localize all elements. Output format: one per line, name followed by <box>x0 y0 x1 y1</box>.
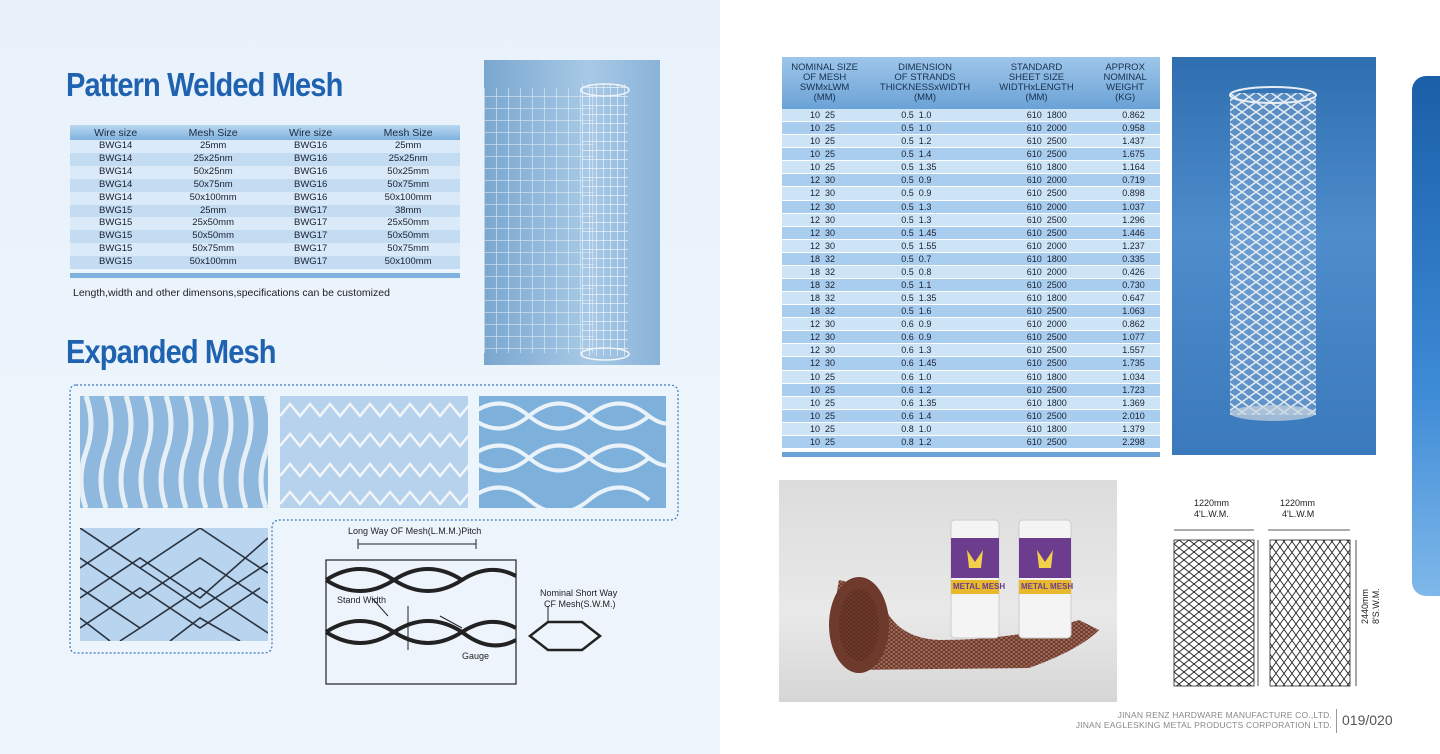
table-cell: 0.6 1.0 <box>867 370 982 383</box>
table-row <box>782 370 1160 383</box>
table-cell: 0.6 1.2 <box>867 383 982 396</box>
table-cell: 610 2500 <box>983 344 1091 357</box>
table-cell: BWG16 <box>265 166 356 179</box>
table-cell: 610 2000 <box>983 174 1091 187</box>
table-cell: BWG14 <box>70 179 161 192</box>
table-cell: 18 32 <box>782 252 867 265</box>
table-cell: 610 2500 <box>983 148 1091 161</box>
header-line: STANDARD <box>1010 62 1063 73</box>
table-cell: 610 1800 <box>983 370 1091 383</box>
table-cell: 0.8 1.2 <box>867 435 982 448</box>
table-cell: 10 25 <box>782 122 867 135</box>
table-cell: 0.6 1.45 <box>867 357 982 370</box>
table-cell: 0.5 0.8 <box>867 265 982 278</box>
table-cell: 10 25 <box>782 435 867 448</box>
sheet-width-2: 1220mm <box>1280 498 1316 508</box>
header-line: OF MESH <box>803 72 847 83</box>
table-cell: 1.037 <box>1090 200 1160 213</box>
table-cell: 12 30 <box>782 318 867 331</box>
table-cell: 10 25 <box>782 135 867 148</box>
table-cell: 610 1800 <box>983 161 1091 174</box>
column-header <box>1090 57 1160 109</box>
table-cell: 50x75nm <box>161 179 265 192</box>
sheet-height-b: 8'S.W.M. <box>1371 588 1381 624</box>
table-cell: BWG17 <box>265 205 356 218</box>
table-cell: 12 30 <box>782 226 867 239</box>
table-cell: 0.5 1.1 <box>867 279 982 292</box>
header-line: NOMINAL <box>1103 72 1147 83</box>
table-cell: 25mm <box>161 140 265 153</box>
table-row <box>782 279 1160 292</box>
table-cell: 0.5 1.3 <box>867 200 982 213</box>
expanded-mesh-title: Expanded Mesh <box>66 333 276 370</box>
table-cell: 0.5 1.0 <box>867 122 982 135</box>
table-cell: 50x100mm <box>161 192 265 205</box>
table-cell: 10 25 <box>782 383 867 396</box>
table-row <box>782 331 1160 344</box>
expanded-mesh-photo-2 <box>280 396 468 508</box>
table-cell: 12 30 <box>782 239 867 252</box>
expanded-mesh-cylinder-image <box>1172 57 1376 455</box>
table-cell: 0.5 1.6 <box>867 305 982 318</box>
table-row <box>782 265 1160 278</box>
mesh-roll-product-image <box>779 480 1117 702</box>
table-cell: 0.5 1.3 <box>867 213 982 226</box>
table-cell: 610 1800 <box>983 109 1091 122</box>
table-cell: 0.5 0.7 <box>867 252 982 265</box>
column-header <box>782 57 867 109</box>
stand-width-label: Stand Width <box>337 595 387 605</box>
table-cell: 1.437 <box>1090 135 1160 148</box>
table-row <box>782 292 1160 305</box>
table-cell: BWG15 <box>70 230 161 243</box>
table-cell: 50x75mm <box>161 243 265 256</box>
table-cell: 25x50mm <box>356 217 460 230</box>
short-way-label-2: CF Mesh(S.W.M.) <box>544 599 616 609</box>
header-line: SWMxLWM <box>799 82 850 93</box>
table-cell: 0.862 <box>1090 109 1160 122</box>
table-cell: 18 32 <box>782 265 867 278</box>
table-cell: 2.298 <box>1090 435 1160 448</box>
table-cell: 0.958 <box>1090 122 1160 135</box>
table-cell: 10 25 <box>782 161 867 174</box>
table-cell: 50x25nm <box>161 166 265 179</box>
table-cell: BWG17 <box>265 217 356 230</box>
table-cell: 18 32 <box>782 305 867 318</box>
table-cell: 12 30 <box>782 200 867 213</box>
table-cell: 1.379 <box>1090 422 1160 435</box>
table-row <box>782 187 1160 200</box>
table-row <box>782 344 1160 357</box>
table-header-row <box>782 57 1160 109</box>
table-cell: 50x100mm <box>356 192 460 205</box>
table-cell: 50x75mm <box>356 179 460 192</box>
table-row <box>782 148 1160 161</box>
table-cell: 0.862 <box>1090 318 1160 331</box>
table-footer-bar <box>782 452 1160 457</box>
header-line: APPROX <box>1105 62 1145 73</box>
table-cell: 1.164 <box>1090 161 1160 174</box>
table-row <box>782 174 1160 187</box>
footer-divider <box>1336 709 1337 733</box>
header-line: SHEET SIZE <box>1008 72 1065 83</box>
table-cell: 18 32 <box>782 279 867 292</box>
table-cell: 1.237 <box>1090 239 1160 252</box>
table-cell: 1.063 <box>1090 305 1160 318</box>
table-cell: 25x25nm <box>356 153 460 166</box>
table-cell: 610 2500 <box>983 135 1091 148</box>
header-line: (KG) <box>1115 92 1136 103</box>
table-cell: 50x25mm <box>356 166 460 179</box>
table-cell: 0.5 1.55 <box>867 239 982 252</box>
table-cell: 0.6 1.3 <box>867 344 982 357</box>
table-cell: 38mm <box>356 205 460 218</box>
table-cell: 0.5 1.4 <box>867 148 982 161</box>
table-cell: 12 30 <box>782 187 867 200</box>
gauge-label: Gauge <box>462 651 490 661</box>
table-cell: BWG16 <box>265 153 356 166</box>
column-header <box>983 57 1091 109</box>
table-cell: BWG16 <box>265 179 356 192</box>
table-cell: 1.735 <box>1090 357 1160 370</box>
table-cell: BWG14 <box>70 140 161 153</box>
table-cell: 10 25 <box>782 422 867 435</box>
table-cell: BWG14 <box>70 166 161 179</box>
table-cell: 25mm <box>161 205 265 218</box>
table-cell: 10 25 <box>782 109 867 122</box>
table-cell: 1.077 <box>1090 331 1160 344</box>
table-cell: 610 1800 <box>983 292 1091 305</box>
table-cell: 610 2500 <box>983 213 1091 226</box>
table-cell: 610 2500 <box>983 226 1091 239</box>
company-name-1: JINAN RENZ HARDWARE MANUFACTURE CO.,LTD. <box>1117 710 1332 720</box>
expanded-mesh-photo-1 <box>80 396 268 508</box>
table-row <box>782 318 1160 331</box>
table-cell: 12 30 <box>782 344 867 357</box>
table-cell: 1.723 <box>1090 383 1160 396</box>
sheet-size-diagram <box>1164 492 1400 692</box>
sheet-width-1: 1220mm <box>1194 498 1230 508</box>
side-tab <box>1412 76 1440 596</box>
table-cell: 610 2000 <box>983 265 1091 278</box>
table-cell: 10 25 <box>782 148 867 161</box>
table-row <box>782 213 1160 226</box>
table-cell: BWG16 <box>265 140 356 153</box>
table-cell: 610 2000 <box>983 200 1091 213</box>
column-header: Wire size <box>265 125 356 140</box>
table-cell: BWG16 <box>265 192 356 205</box>
footer-company <box>1076 711 1332 730</box>
table-cell: 10 25 <box>782 370 867 383</box>
table-row <box>782 409 1160 422</box>
sheet-width-2b: 4'L.W.M <box>1282 509 1315 519</box>
table-cell: 12 30 <box>782 213 867 226</box>
table-cell: 610 2500 <box>983 383 1091 396</box>
header-line: DIMENSION <box>898 62 952 73</box>
table-cell: 610 1800 <box>983 422 1091 435</box>
table-cell: 0.335 <box>1090 252 1160 265</box>
can-label-2: METAL MESH <box>1021 582 1074 591</box>
table-row <box>782 252 1160 265</box>
table-cell: BWG15 <box>70 205 161 218</box>
table-cell: 0.5 1.35 <box>867 161 982 174</box>
table-cell: 1.446 <box>1090 226 1160 239</box>
table-cell: 0.6 0.9 <box>867 318 982 331</box>
table-cell: 0.5 1.35 <box>867 292 982 305</box>
header-line: THICKNESSxWIDTH <box>879 82 971 93</box>
table-cell: 10 25 <box>782 396 867 409</box>
table-row <box>782 135 1160 148</box>
table-cell: BWG15 <box>70 243 161 256</box>
table-row <box>782 305 1160 318</box>
expanded-spec-table <box>782 57 1160 449</box>
table-cell: 1.675 <box>1090 148 1160 161</box>
table-row <box>782 122 1160 135</box>
table-cell: 610 1800 <box>983 252 1091 265</box>
table-cell: 610 2500 <box>983 279 1091 292</box>
table-cell: BWG17 <box>265 230 356 243</box>
table-cell: BWG15 <box>70 217 161 230</box>
table-cell: 610 2500 <box>983 305 1091 318</box>
table-cell: 50x50mm <box>356 230 460 243</box>
column-header <box>867 57 982 109</box>
header-line: NOMINAL SIZE <box>791 62 858 73</box>
table-cell: 610 2000 <box>983 318 1091 331</box>
table-row <box>782 109 1160 122</box>
table-row <box>782 435 1160 448</box>
table-cell: 1.369 <box>1090 396 1160 409</box>
table-cell: BWG17 <box>265 256 356 269</box>
header-line: WIDTHxLENGTH <box>999 82 1074 93</box>
table-cell: 0.5 1.0 <box>867 109 982 122</box>
table-cell: 12 30 <box>782 357 867 370</box>
column-header: Mesh Size <box>161 125 265 140</box>
table-cell: 610 2500 <box>983 409 1091 422</box>
table-cell: 0.647 <box>1090 292 1160 305</box>
table-cell: 12 30 <box>782 331 867 344</box>
column-header: Mesh Size <box>356 125 460 140</box>
table-cell: 0.5 0.9 <box>867 187 982 200</box>
table-cell: 50x75mm <box>356 243 460 256</box>
table-cell: 0.5 0.9 <box>867 174 982 187</box>
table-cell: 0.6 0.9 <box>867 331 982 344</box>
table-cell: 50x100mm <box>356 256 460 269</box>
table-cell: 0.5 1.45 <box>867 226 982 239</box>
header-line: (MM) <box>913 92 937 103</box>
sheet-height: 2440mm <box>1360 588 1370 624</box>
header-line: WEIGHT <box>1106 82 1145 93</box>
table-cell: 610 1800 <box>983 396 1091 409</box>
table-cell: 2.010 <box>1090 409 1160 422</box>
table-row <box>782 161 1160 174</box>
customization-note: Length,width and other dimensons,specifications can be customized <box>73 287 390 299</box>
table-cell: 12 30 <box>782 174 867 187</box>
table-cell: 1.034 <box>1090 370 1160 383</box>
table-cell: 0.719 <box>1090 174 1160 187</box>
header-line: (MM) <box>813 92 836 103</box>
table-cell: 0.6 1.4 <box>867 409 982 422</box>
sheet-width-1b: 4'L.W.M. <box>1194 509 1229 519</box>
table-cell: 25x25nm <box>161 153 265 166</box>
table-cell: 0.898 <box>1090 187 1160 200</box>
pattern-welded-title: Pattern Welded Mesh <box>66 66 343 103</box>
table-cell: BWG15 <box>70 256 161 269</box>
company-name-2: JINAN EAGLESKING METAL PRODUCTS CORPORATION LTD. <box>1075 719 1332 730</box>
table-cell: 610 2500 <box>983 187 1091 200</box>
table-cell: 25mm <box>356 140 460 153</box>
table-cell: 10 25 <box>782 409 867 422</box>
table-cell: 50x50mm <box>161 230 265 243</box>
table-cell: 25x50mm <box>161 217 265 230</box>
header-line: OF STRANDS <box>894 72 956 83</box>
expanded-mesh-photo-3 <box>479 396 666 508</box>
table-cell: 50x100mm <box>161 256 265 269</box>
table-cell: 1.557 <box>1090 344 1160 357</box>
mesh-dimension-diagram <box>320 536 650 686</box>
long-way-label: Long Way OF Mesh(L.M.M.)Pitch <box>348 526 482 536</box>
table-row <box>782 357 1160 370</box>
table-cell: 0.5 1.2 <box>867 135 982 148</box>
table-cell: 610 2500 <box>983 331 1091 344</box>
table-row <box>782 200 1160 213</box>
table-cell: 0.8 1.0 <box>867 422 982 435</box>
table-cell: 610 2000 <box>983 122 1091 135</box>
table-row <box>782 422 1160 435</box>
table-cell: BWG17 <box>265 243 356 256</box>
table-cell: 610 2000 <box>983 239 1091 252</box>
table-cell: 610 2500 <box>983 435 1091 448</box>
table-cell: 18 32 <box>782 292 867 305</box>
table-row <box>782 226 1160 239</box>
header-line: (MM) <box>1025 92 1048 103</box>
can-label-1: METAL MESH <box>953 582 1006 591</box>
table-cell: BWG14 <box>70 192 161 205</box>
column-header: Wire size <box>70 125 161 140</box>
table-cell: 0.426 <box>1090 265 1160 278</box>
table-cell: 610 2500 <box>983 357 1091 370</box>
table-row <box>782 396 1160 409</box>
table-cell: 0.730 <box>1090 279 1160 292</box>
table-cell: 0.6 1.35 <box>867 396 982 409</box>
table-row <box>782 383 1160 396</box>
table-cell: BWG14 <box>70 153 161 166</box>
page-number: 019/020 <box>1342 712 1393 728</box>
table-cell: 1.296 <box>1090 213 1160 226</box>
table-row <box>782 239 1160 252</box>
short-way-label-1: Nominal Short Way <box>540 588 618 598</box>
expanded-mesh-photo-4 <box>80 528 268 641</box>
